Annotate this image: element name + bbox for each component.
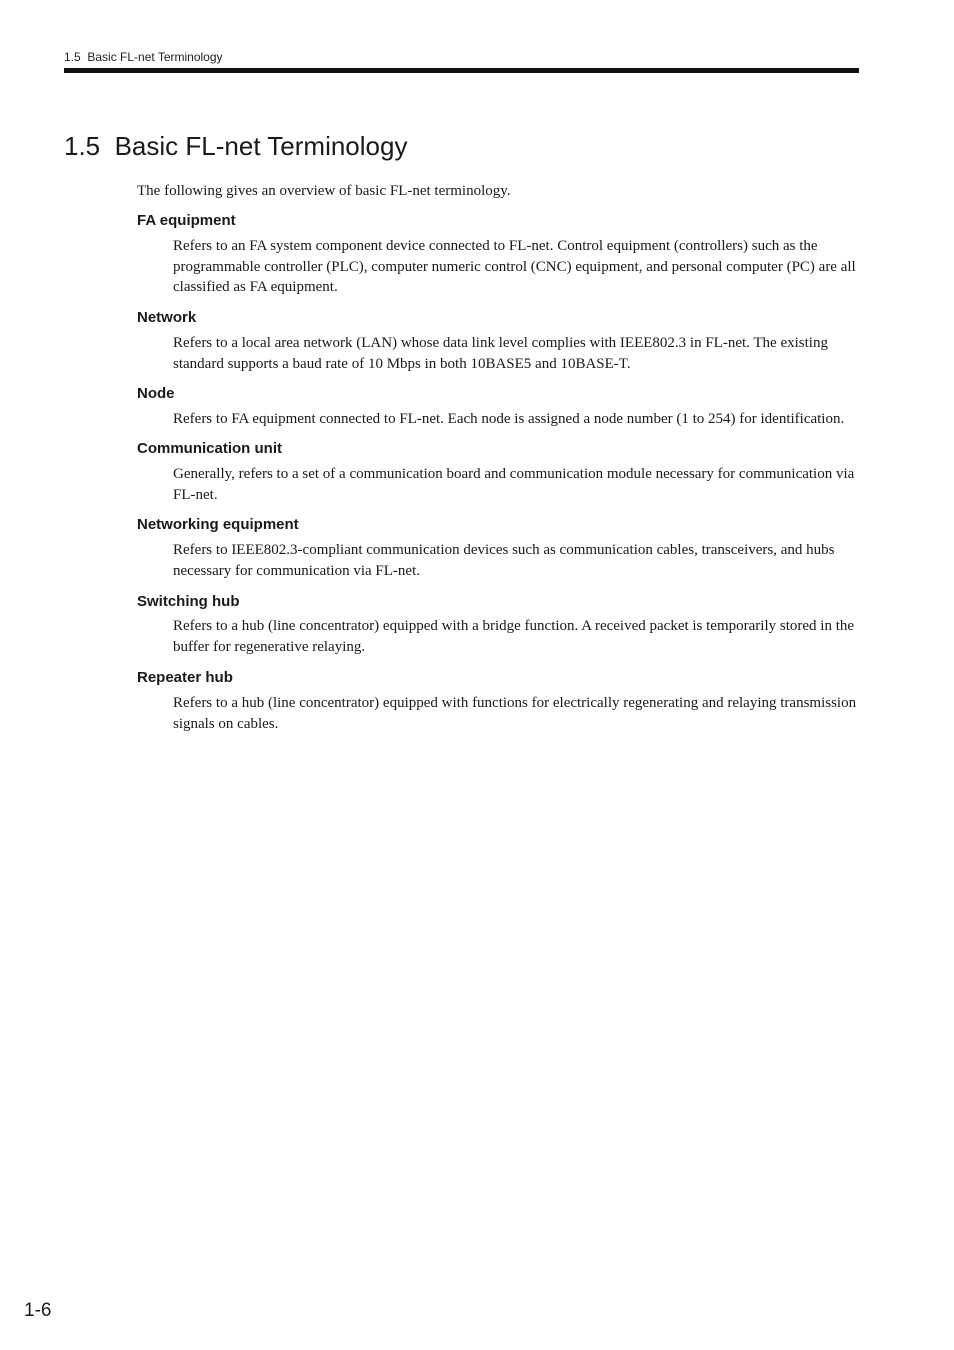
term-network: Network bbox=[137, 309, 197, 326]
running-header: 1.5 Basic FL-net Terminology bbox=[64, 50, 223, 64]
definition-fa-equipment: Refers to an FA system component device connected to FL-net. Control equipment (controllers) such as the programmable controller (PLC), computer numeric control (CNC) equipment, and personal computer (PC) are all classified as FA equipment. bbox=[173, 238, 856, 295]
definition-switching-hub: Refers to a hub (line concentrator) equipped with a bridge function. A received packet is temporarily stored in the buffer for regenerative relaying. bbox=[173, 618, 855, 655]
definition-network: Refers to a local area network (LAN) whose data link level complies with IEEE802.3 in FL-net. The existing standard supports a baud rate of 10 Mbps in both 10BASE5 and 10BASE-T. bbox=[173, 335, 828, 372]
definition-communication-unit: Generally, refers to a set of a communication board and communication module necessary for communication via FL-net. bbox=[173, 466, 855, 503]
term-networking-equipment: Networking equipment bbox=[137, 516, 299, 533]
term-switching-hub: Switching hub bbox=[137, 593, 240, 610]
term-fa-equipment: FA equipment bbox=[137, 212, 236, 229]
term-repeater-hub: Repeater hub bbox=[137, 669, 233, 686]
definition-networking-equipment: Refers to IEEE802.3-compliant communication devices such as communication cables, transceivers, and hubs necessary for communication via FL-net. bbox=[173, 542, 835, 579]
page-number: 1-6 bbox=[24, 1300, 52, 1321]
intro-paragraph: The following gives an overview of basic FL-net terminology. bbox=[137, 183, 511, 199]
definition-node: Refers to FA equipment connected to FL-net. Each node is assigned a node number (1 to 254) for identification. bbox=[173, 411, 845, 427]
section-title: 1.5 Basic FL-net Terminology bbox=[64, 131, 408, 161]
term-communication-unit: Communication unit bbox=[137, 440, 282, 457]
header-rule bbox=[64, 68, 859, 73]
term-node: Node bbox=[137, 385, 175, 402]
definition-repeater-hub: Refers to a hub (line concentrator) equipped with functions for electrically regenerating and relaying transmission signals on cables. bbox=[173, 695, 857, 732]
